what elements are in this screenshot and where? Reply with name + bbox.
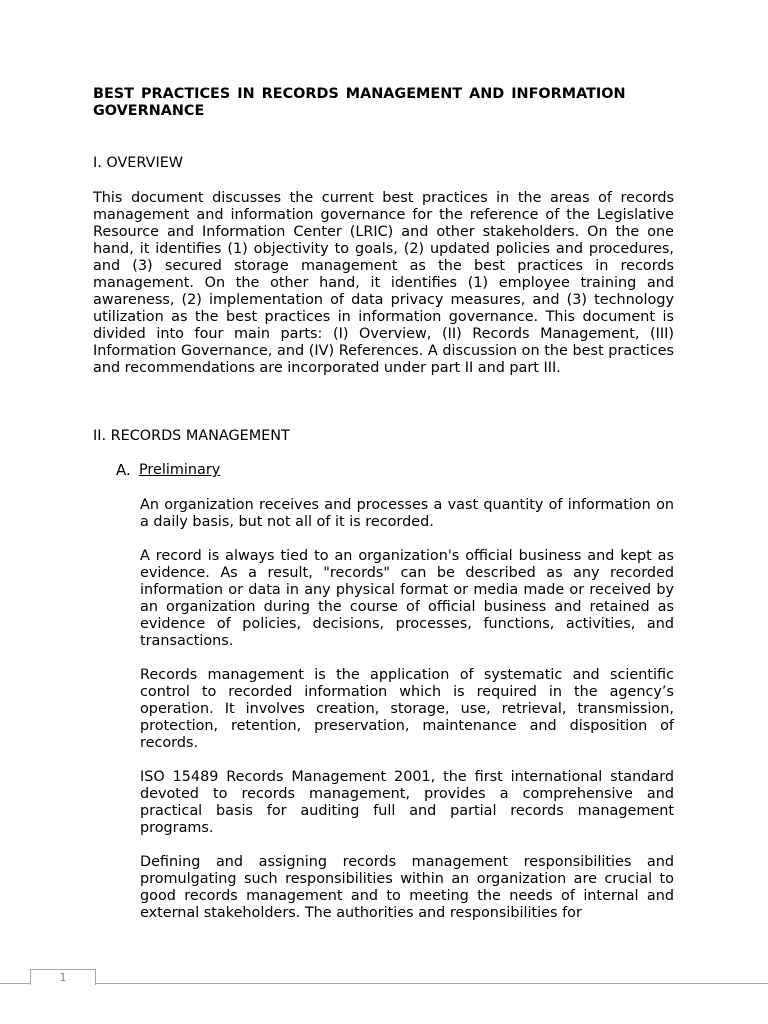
preliminary-paragraph-1: An organization receives and processes a vast quantity of information on a daily basis, but not all of it is recorded. — [140, 497, 674, 530]
preliminary-paragraph-4: ISO 15489 Records Management 2001, the first international standard devoted to records management, provides a comprehensive and practical basis for auditing full and partial records management programs. — [140, 769, 674, 836]
section-heading-records-management: II. RECORDS MANAGEMENT — [93, 428, 290, 444]
footer-divider — [0, 983, 768, 984]
preliminary-paragraph-5: Defining and assigning records management responsibilities and promulgating such responsibilities within an organization are crucial to good records management and to meeting the needs of internal and external stakeholders. The authorities and responsibilities for — [140, 854, 674, 921]
overview-paragraph: This document discusses the current best practices in the areas of records management and information governance for the reference of the Legislative Resource and Information Center (LRIC) and other stakeholders. On the one hand, it identifies (1) objectivity to goals, (2) updated policies and procedures, and (3) secured storage management as the best practices in records management. On the other hand, it identifies (1) employee training and awareness, (2) implementation of data privacy measures, and (3) technology utilization as the best practices in information governance. This document is divided into four main parts: (I) Overview, (II) Records Management, (III) Information Governance, and (IV) References. A discussion on the best practices and recommendations are incorporated under part II and part III. — [93, 190, 674, 376]
subsection-title-preliminary: Preliminary — [139, 462, 221, 478]
preliminary-paragraph-2: A record is always tied to an organization's official business and kept as evidence. As a result, "records" can be described as any recorded information or data in any physical format or media made or received by an organization during the course of official business and retained as evidence of policies, decisions, processes, functions, activities, and transactions. — [140, 548, 674, 649]
document-title: BEST PRACTICES IN RECORDS MANAGEMENT AND INFORMATION GOVERNANCE — [93, 86, 626, 119]
subsection-letter: A. — [116, 461, 131, 479]
page-number: 1 — [30, 969, 96, 985]
preliminary-paragraph-3: Records management is the application of systematic and scientific control to recorded information which is required in the agency’s operation. It involves creation, storage, use, retrieval, transmission, protection, retention, preservation, maintenance and disposition of records. — [140, 667, 674, 751]
section-heading-overview: I. OVERVIEW — [93, 155, 184, 171]
